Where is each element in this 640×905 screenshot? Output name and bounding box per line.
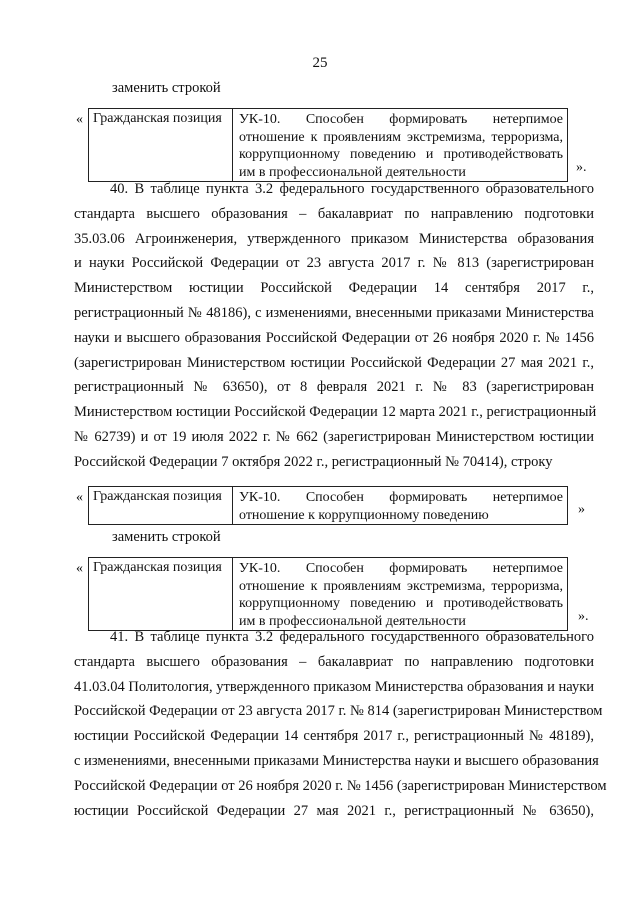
paragraph-line: Министерством юстиции Российской Федерации 12 марта 2021 г., регистрационный xyxy=(74,404,597,421)
paragraph-line: 35.03.06 Агроинженерия, утвержденного приказом Министерства образования xyxy=(74,230,594,247)
paragraph-line: Российской Федерации 7 октября 2022 г., регистрационный № 70414), строку xyxy=(74,453,553,470)
table-line: УК-10. Способен формировать нетерпимое xyxy=(239,561,563,576)
paragraph-line: юстиции Российской Федерации 27 мая 2021 г., регистрационный № 63650), xyxy=(74,802,594,819)
table-line: коррупционному поведению и противодействовать xyxy=(239,596,563,611)
paragraph-line: регистрационный № 63650), от 8 февраля 2021 г. № 83 (зарегистрирован xyxy=(74,379,594,396)
paragraph-line: и науки Российской Федерации от 23 августа 2017 г. № 813 (зарегистрирован xyxy=(74,255,594,272)
paragraph-line: (зарегистрирован Министерством юстиции Российской Федерации 27 мая 2021 г., xyxy=(74,354,594,371)
table-line: УК-10. Способен формировать нетерпимое xyxy=(239,112,563,127)
competency-table-1 xyxy=(76,108,606,180)
paragraph-line: юстиции Российской Федерации 14 сентября 2017 г., регистрационный № 48189), xyxy=(74,728,594,745)
competency-table-2 xyxy=(76,486,606,526)
paragraph-line: 41. В таблице пункта 3.2 федерального государственного образовательного xyxy=(110,629,594,645)
table-cell-category: Гражданская позиция xyxy=(89,109,233,181)
paragraph-41 xyxy=(74,625,607,823)
table-cell-competency xyxy=(233,558,567,630)
paragraph-40 xyxy=(74,177,597,475)
open-quote: « xyxy=(76,561,83,576)
table-cell-category: Гражданская позиция xyxy=(89,558,233,630)
competency-table-3 xyxy=(76,557,606,629)
open-quote: « xyxy=(76,490,83,505)
table-cell-competency xyxy=(233,487,567,524)
paragraph-line: науки и высшего образования Российской Федерации от 26 ноября 2020 г. № 1456 xyxy=(74,329,594,346)
paragraph-line: 41.03.04 Политология, утвержденного приказом Министерства образования и науки xyxy=(74,678,594,695)
replace-with-text-1: заменить строкой xyxy=(112,80,221,96)
close-quote: » xyxy=(578,502,585,517)
table-line: отношение к проявлениям экстремизма, терроризма, xyxy=(239,578,563,594)
paragraph-line: стандарта высшего образования – бакалавриат по направлению подготовки xyxy=(74,653,594,670)
open-quote: « xyxy=(76,112,83,127)
page-number: 25 xyxy=(312,55,328,71)
table-line: им в профессиональной деятельности xyxy=(239,613,466,629)
table-line: отношение к проявлениям экстремизма, терроризма, xyxy=(239,129,563,145)
paragraph-line: стандарта высшего образования – бакалавриат по направлению подготовки xyxy=(74,205,594,222)
table-line: УК-10. Способен формировать нетерпимое xyxy=(239,490,563,505)
table-grid xyxy=(88,108,568,182)
table-line: отношение к коррупционному поведению xyxy=(239,507,489,523)
close-quote: ». xyxy=(576,160,587,175)
paragraph-line: с изменениями, внесенными приказами Министерства науки и высшего образования xyxy=(74,752,599,769)
paragraph-line: 40. В таблице пункта 3.2 федерального государственного образовательного xyxy=(110,181,594,197)
paragraph-line: № 62739) и от 19 июля 2022 г. № 662 (зарегистрирован Министерством юстиции xyxy=(74,428,594,445)
replace-with-text-2: заменить строкой xyxy=(112,529,221,545)
paragraph-line: Российской Федерации от 23 августа 2017 г. № 814 (зарегистрирован Министерством xyxy=(74,703,603,720)
table-cell-competency xyxy=(233,109,567,181)
close-quote: ». xyxy=(578,609,589,624)
table-line: им в профессиональной деятельности xyxy=(239,164,466,180)
table-grid xyxy=(88,557,568,631)
paragraph-line: Российской Федерации от 26 ноября 2020 г. № 1456 (зарегистрирован Министерством xyxy=(74,777,607,794)
table-cell-category: Гражданская позиция xyxy=(89,487,233,524)
paragraph-line: Министерством юстиции Российской Федерации 14 сентября 2017 г., xyxy=(74,280,594,297)
table-grid xyxy=(88,486,568,525)
table-line: коррупционному поведению и противодействовать xyxy=(239,147,563,162)
paragraph-line: регистрационный № 48186), с изменениями, внесенными приказами Министерства xyxy=(74,304,594,321)
